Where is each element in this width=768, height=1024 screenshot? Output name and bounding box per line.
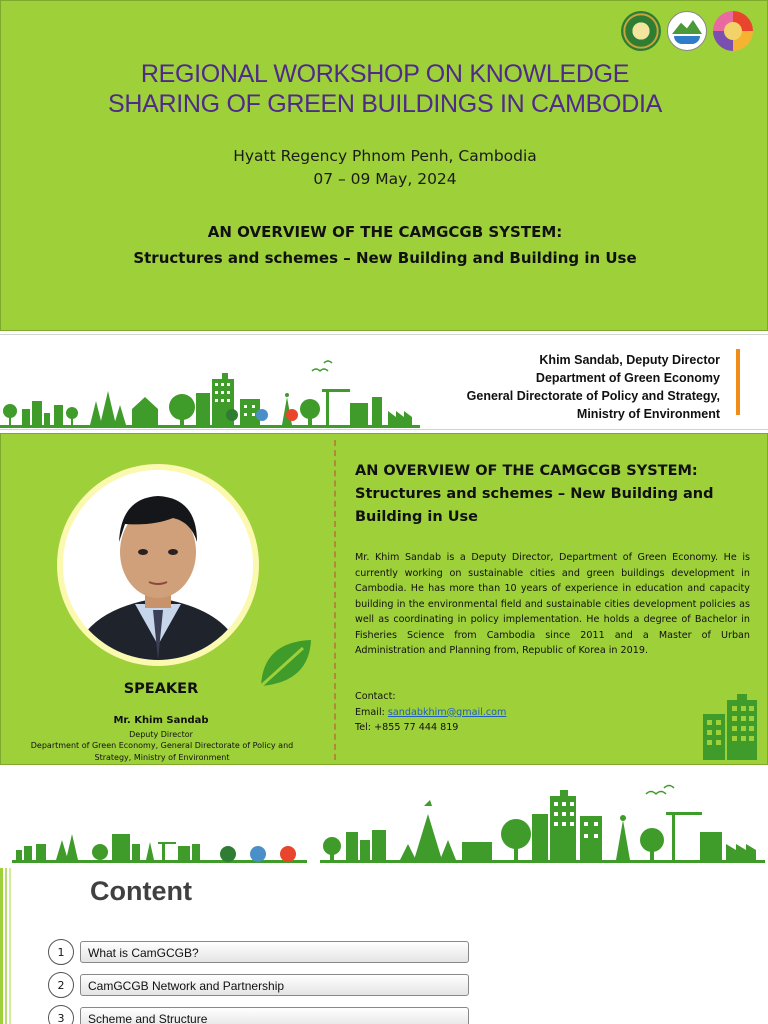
speaker-photo [63, 470, 253, 660]
ministry-seal-logo [621, 11, 661, 51]
content-item-number: 3 [48, 1005, 74, 1024]
content-item-1[interactable] [48, 940, 470, 966]
speaker-name-title: Khim Sandab, Deputy Director [539, 353, 720, 367]
speaker-bio: Mr. Khim Sandab is a Deputy Director, Department of Green Economy. He is currently working on sustainable cities and green buildings development in Cambodia. He has more than 10 years of experience in education and capacity building in the environmental field and sustainable cities development policies as well as coordinating in policy implementation. He holds a degree of Bachelor in Fisheries Science from Cambodia since 2011 and a Master of Urban Administration and Planning from, Republic of Korea in 2019. [355, 552, 750, 656]
speaker-directorate: General Directorate of Policy and Strategy, [466, 389, 720, 403]
content-item-3[interactable] [48, 1006, 470, 1024]
venue-block [1, 145, 768, 191]
email-label: Email: [355, 706, 385, 718]
overview-title: AN OVERVIEW OF THE CAMGCGB SYSTEM: [207, 223, 563, 241]
speaker-department: Department of Green Economy [535, 371, 720, 385]
partner-logo [713, 11, 753, 51]
partner-logos [621, 11, 753, 51]
content-item-number: 1 [48, 939, 74, 965]
camgcgb-logo [667, 11, 707, 51]
speaker-banner-slide [0, 334, 768, 430]
speaker-label: SPEAKER [123, 681, 199, 697]
speaker-profile-slide [0, 433, 768, 765]
speaker-info [467, 351, 720, 423]
workshop-title-line1: REGIONAL WORKSHOP ON KNOWLEDGE [140, 60, 630, 88]
small-partner-logo [286, 409, 298, 421]
accent-bar [736, 349, 740, 415]
speaker-department-full: Department of Green Economy, General Directorate of Policy and Strategy, Ministry of Environment [30, 741, 294, 762]
overview-heading-2 [355, 460, 715, 529]
workshop-title [1, 59, 768, 119]
dashed-divider [334, 440, 336, 760]
contact-label: Contact: [355, 691, 396, 702]
green-city-skyline-illustration [0, 349, 420, 429]
overview-title-2: AN OVERVIEW OF THE CAMGCGB SYSTEM: [355, 463, 698, 479]
small-skyline-illustration [12, 784, 307, 864]
overview-subtitle-2: Structures and schemes – New Building and Building in Use [355, 486, 714, 525]
speaker-name: Mr. Khim Sandab [113, 715, 209, 726]
content-title: Content [90, 876, 192, 906]
large-skyline-illustration [320, 784, 765, 864]
overview-subtitle: Structures and schemes – New Building and Building in Use [133, 249, 637, 267]
buildings-icon [701, 692, 761, 762]
partner-logo-small [280, 846, 296, 862]
contact-block [355, 689, 506, 736]
phone-number: Tel: +855 77 444 819 [355, 722, 459, 733]
email-link[interactable]: sandabkhim@gmail.com [387, 706, 507, 718]
content-item-2[interactable] [48, 973, 470, 999]
small-camgcgb-logo [256, 409, 268, 421]
small-ministry-logo [226, 409, 238, 421]
decorative-left-rule [0, 868, 16, 1024]
content-slide [0, 770, 768, 1024]
overview-heading [1, 219, 768, 271]
venue: Hyatt Regency Phnom Penh, Cambodia [233, 147, 537, 165]
camgcgb-logo-small [250, 846, 266, 862]
email-line [355, 705, 506, 721]
workshop-title-line2: SHARING OF GREEN BUILDINGS IN CAMBODIA [108, 90, 662, 118]
content-item-label: What is CamGCGB? [80, 941, 469, 963]
event-date: 07 – 09 May, 2024 [313, 170, 457, 188]
ministry-seal-small [220, 846, 236, 862]
title-slide [0, 0, 768, 331]
speaker-role: Deputy Director [129, 730, 193, 739]
content-item-label: Scheme and Structure [80, 1007, 469, 1024]
speaker-ministry: Ministry of Environment [576, 407, 720, 421]
content-item-number: 2 [48, 972, 74, 998]
content-item-label: CamGCGB Network and Partnership [80, 974, 469, 996]
